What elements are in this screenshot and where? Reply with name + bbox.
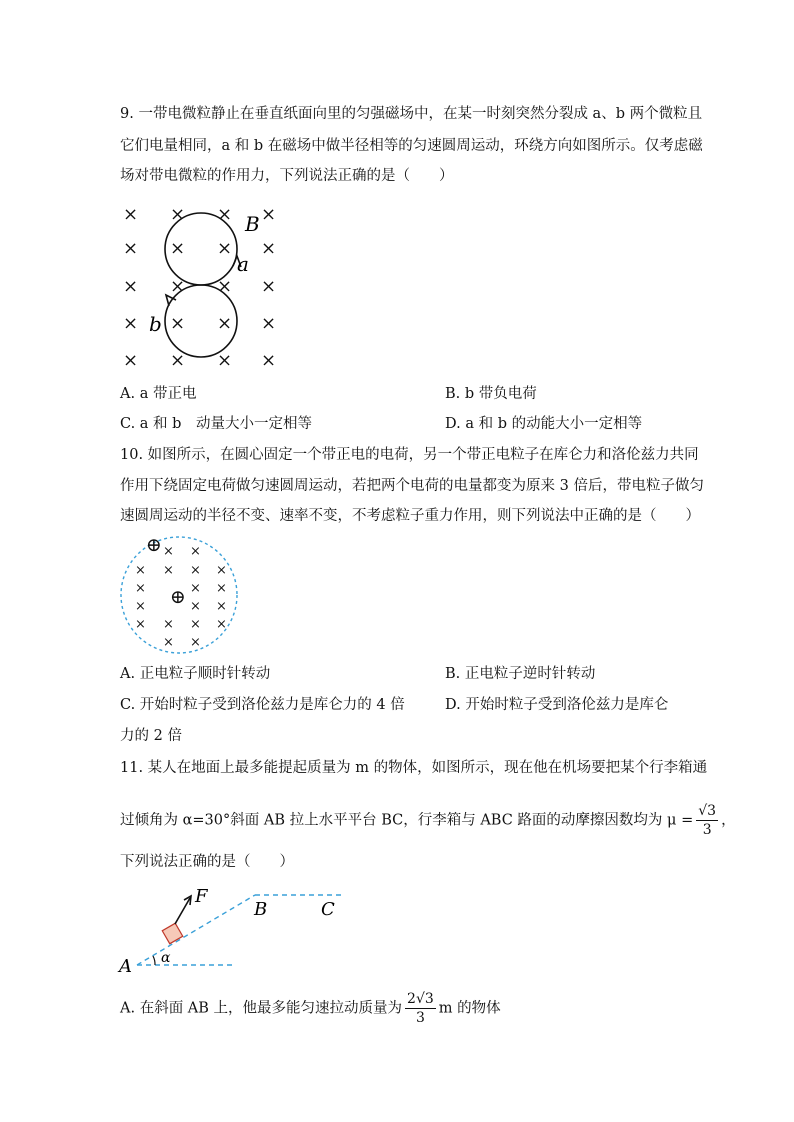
field-cross-icon: × bbox=[261, 276, 277, 297]
mu-fraction bbox=[696, 802, 718, 839]
q11-text-line-3: 下列说法正确的是（ ） bbox=[120, 854, 294, 870]
q11-line2-end: ， bbox=[721, 812, 736, 829]
field-cross-icon: × bbox=[163, 563, 174, 578]
moving-positive-charge-icon: ⊕ bbox=[146, 534, 162, 556]
label-A: A bbox=[119, 956, 132, 977]
field-cross-icon: × bbox=[217, 350, 233, 371]
field-cross-icon: × bbox=[123, 350, 139, 371]
field-cross-icon: × bbox=[261, 313, 277, 334]
field-cross-icon: × bbox=[190, 544, 201, 559]
field-cross-icon: × bbox=[261, 204, 277, 225]
field-cross-icon: × bbox=[170, 204, 186, 225]
q9-text-line-3: 场对带电微粒的作用力，下列说法正确的是（ ） bbox=[120, 168, 454, 184]
q10-text-line-1: 10. 如图所示，在圆心固定一个带正电的电荷，另一个带正电粒子在库仑力和洛伦兹力共同 bbox=[120, 447, 699, 463]
mass-numerator: 2√3 bbox=[407, 991, 434, 1007]
fixed-positive-charge-icon: ⊕ bbox=[170, 586, 186, 608]
field-cross-icon: × bbox=[123, 204, 139, 225]
label-B: B bbox=[245, 212, 260, 236]
q9-text-line-1: 9. 一带电微粒静止在垂直纸面向里的匀强磁场中，在某一时刻突然分裂成 a、b 两个微粒且 bbox=[120, 106, 703, 122]
q9-option-a: A. a 带正电 bbox=[120, 386, 197, 402]
mu-numerator: √3 bbox=[698, 803, 717, 819]
field-cross-icon: × bbox=[163, 617, 174, 632]
mass-fraction bbox=[405, 990, 436, 1027]
field-cross-icon: × bbox=[190, 563, 201, 578]
field-cross-icon: × bbox=[163, 635, 174, 650]
q11-line2-text: 过倾角为 α=30°斜面 AB 拉上水平平台 BC，行李箱与 ABC 路面的动摩擦因数均为 μ = bbox=[120, 812, 694, 829]
q10-option-d: D. 开始时粒子受到洛伦兹力是库仑 bbox=[445, 697, 669, 713]
q11-text-line-2 bbox=[120, 802, 736, 839]
field-cross-icon: × bbox=[216, 617, 227, 632]
field-cross-icon: × bbox=[216, 599, 227, 614]
mass-denominator: 3 bbox=[415, 1010, 425, 1026]
q9-option-b: B. b 带负电荷 bbox=[445, 386, 537, 402]
field-cross-icon: × bbox=[216, 581, 227, 596]
label-C: C bbox=[321, 899, 335, 920]
field-cross-icon: × bbox=[216, 563, 227, 578]
field-cross-icon: × bbox=[135, 599, 146, 614]
q10-option-b: B. 正电粒子逆时针转动 bbox=[445, 666, 596, 682]
q11-figure bbox=[115, 880, 345, 980]
field-cross-icon: × bbox=[190, 599, 201, 614]
field-cross-icon: × bbox=[123, 276, 139, 297]
field-cross-icon: × bbox=[217, 313, 233, 334]
field-cross-icon: × bbox=[163, 544, 174, 559]
label-a: a bbox=[237, 252, 249, 276]
field-cross-icon: × bbox=[123, 238, 139, 259]
label-F: F bbox=[195, 886, 208, 907]
q11-option-a-text: A. 在斜面 AB 上，他最多能匀速拉动质量为 bbox=[120, 1000, 403, 1017]
field-cross-icon: × bbox=[170, 238, 186, 259]
force-F-arrow bbox=[175, 898, 190, 924]
field-cross-icon: × bbox=[135, 563, 146, 578]
label-b: b bbox=[149, 312, 162, 336]
field-cross-icon: × bbox=[261, 238, 277, 259]
q9-text-line-2: 它们电量相同，a 和 b 在磁场中做半径相等的匀速圆周运动，环绕方向如图所示。仅考虑磁 bbox=[120, 138, 703, 154]
q10-text-line-3: 速圆周运动的半径不变、速率不变，不考虑粒子重力作用，则下列说法中正确的是（ ） bbox=[120, 508, 700, 524]
luggage-box bbox=[162, 923, 182, 943]
field-cross-icon: × bbox=[135, 581, 146, 596]
field-cross-icon: × bbox=[123, 313, 139, 334]
field-cross-icon: × bbox=[135, 617, 146, 632]
field-cross-icon: × bbox=[217, 276, 233, 297]
q11-option-a bbox=[120, 990, 501, 1027]
label-B: B bbox=[254, 899, 268, 920]
q10-figure bbox=[118, 532, 244, 656]
q10-option-c: C. 开始时粒子受到洛伦兹力是库仑力的 4 倍 bbox=[120, 697, 405, 713]
q11-text-line-1: 11. 某人在地面上最多能提起质量为 m 的物体，如图所示，现在他在机场要把某个行李箱通 bbox=[120, 760, 708, 776]
angle-arc bbox=[153, 956, 155, 965]
mu-denominator: 3 bbox=[702, 822, 712, 838]
field-cross-icon: × bbox=[190, 635, 201, 650]
field-cross-icon: × bbox=[170, 350, 186, 371]
field-cross-icon: × bbox=[190, 617, 201, 632]
q11-option-a-end: m 的物体 bbox=[438, 1000, 501, 1017]
field-cross-icon: × bbox=[217, 238, 233, 259]
field-cross-icon: × bbox=[190, 581, 201, 596]
q10-option-d-continued: 力的 2 倍 bbox=[120, 728, 182, 744]
field-cross-icon: × bbox=[217, 204, 233, 225]
field-cross-icon: × bbox=[170, 276, 186, 297]
q10-option-a: A. 正电粒子顺时针转动 bbox=[120, 666, 271, 682]
q9-option-d: D. a 和 b 的动能大小一定相等 bbox=[445, 416, 643, 432]
q9-option-c: C. a 和 b 动量大小一定相等 bbox=[120, 416, 312, 432]
field-cross-icon: × bbox=[170, 313, 186, 334]
q9-figure bbox=[115, 196, 295, 371]
label-alpha: α bbox=[161, 950, 171, 966]
field-cross-icon: × bbox=[261, 350, 277, 371]
q10-text-line-2: 作用下绕固定电荷做匀速圆周运动，若把两个电荷的电量都变为原来 3 倍后，带电粒子做匀 bbox=[120, 478, 704, 494]
